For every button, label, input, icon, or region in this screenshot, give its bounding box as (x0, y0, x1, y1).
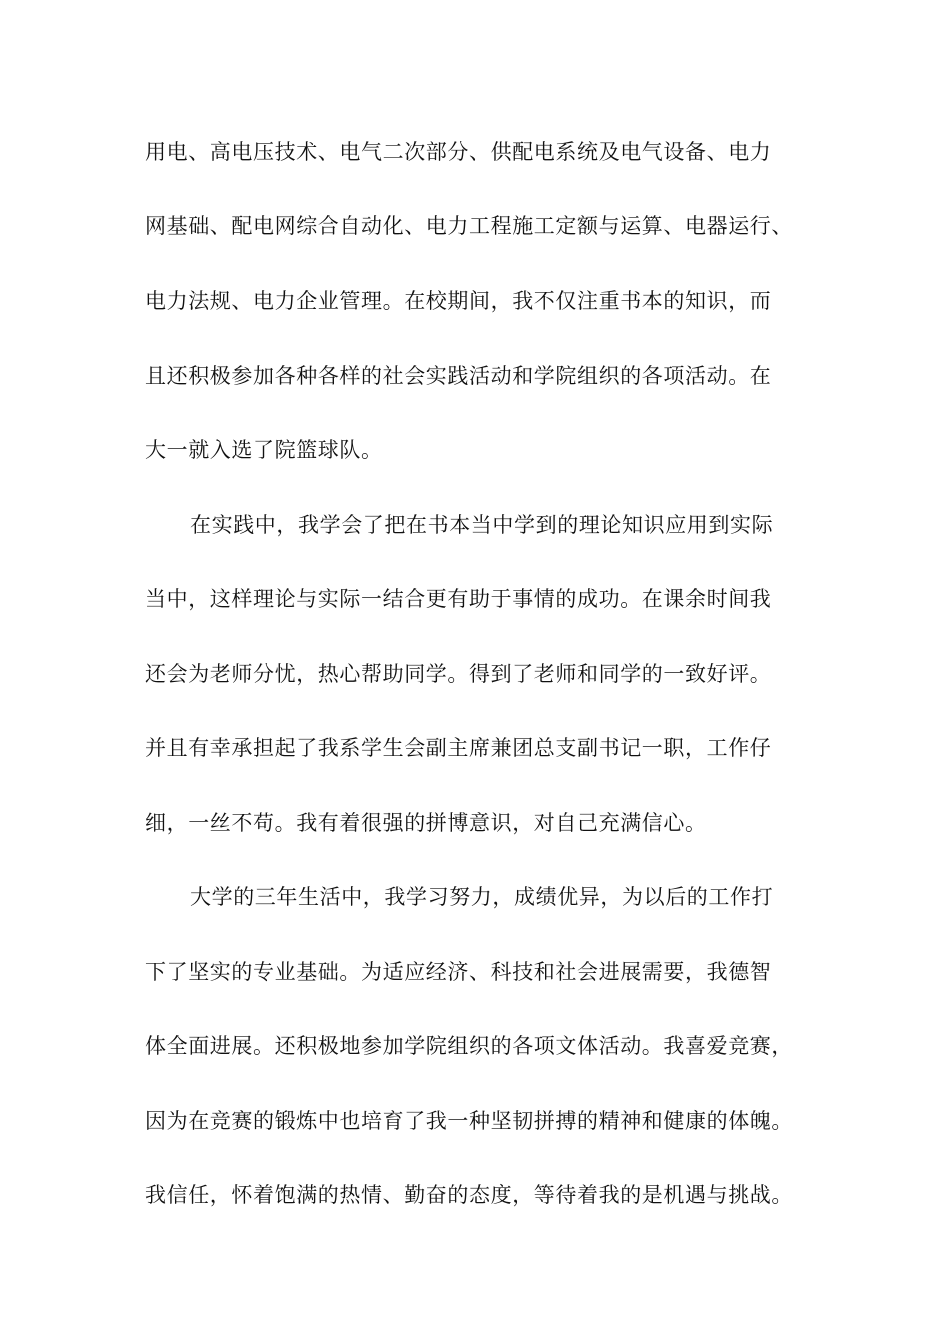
text-line: 下了坚实的专业基础。为适应经济、科技和社会进展需要，我德智 (145, 960, 772, 984)
text-line: 细，一丝不苟。我有着很强的拼博意识，对自己充满信心。 (145, 811, 707, 835)
text-line: 还会为老师分忧，热心帮助同学。得到了老师和同学的一致好评。 (145, 662, 772, 686)
text-line: 当中，这样理论与实际一结合更有助于事情的成功。在课余时间我 (145, 587, 772, 611)
text-line: 并且有幸承担起了我系学生会副主席兼团总支副书记一职，工作仔 (145, 736, 772, 760)
text-line: 因为在竞赛的锻炼中也培育了我一种坚韧拼搏的精神和健康的体魄。 (145, 1109, 793, 1133)
text-line: 大一就入选了院篮球队。 (145, 438, 383, 462)
text-line: 体全面进展。还积极地参加学院组织的各项文体活动。我喜爱竞赛， (145, 1034, 793, 1058)
paragraph-first-line: 在实践中，我学会了把在书本当中学到的理论知识应用到实际 (190, 513, 774, 537)
paragraph-first-line: 大学的三年生活中，我学习努力，成绩优异，为以后的工作打 (190, 885, 774, 909)
text-line: 电力法规、电力企业管理。在校期间，我不仅注重书本的知识，而 (145, 289, 772, 313)
text-line: 用电、高电压技术、电气二次部分、供配电系统及电气设备、电力 (145, 140, 772, 164)
text-line: 网基础、配电网综合自动化、电力工程施工定额与运算、电器运行、 (145, 214, 793, 238)
text-line: 且还积极参加各种各样的社会实践活动和学院组织的各项活动。在 (145, 364, 772, 388)
text-line: 我信任，怀着饱满的热情、勤奋的态度，等待着我的是机遇与挑战。 (145, 1183, 793, 1207)
